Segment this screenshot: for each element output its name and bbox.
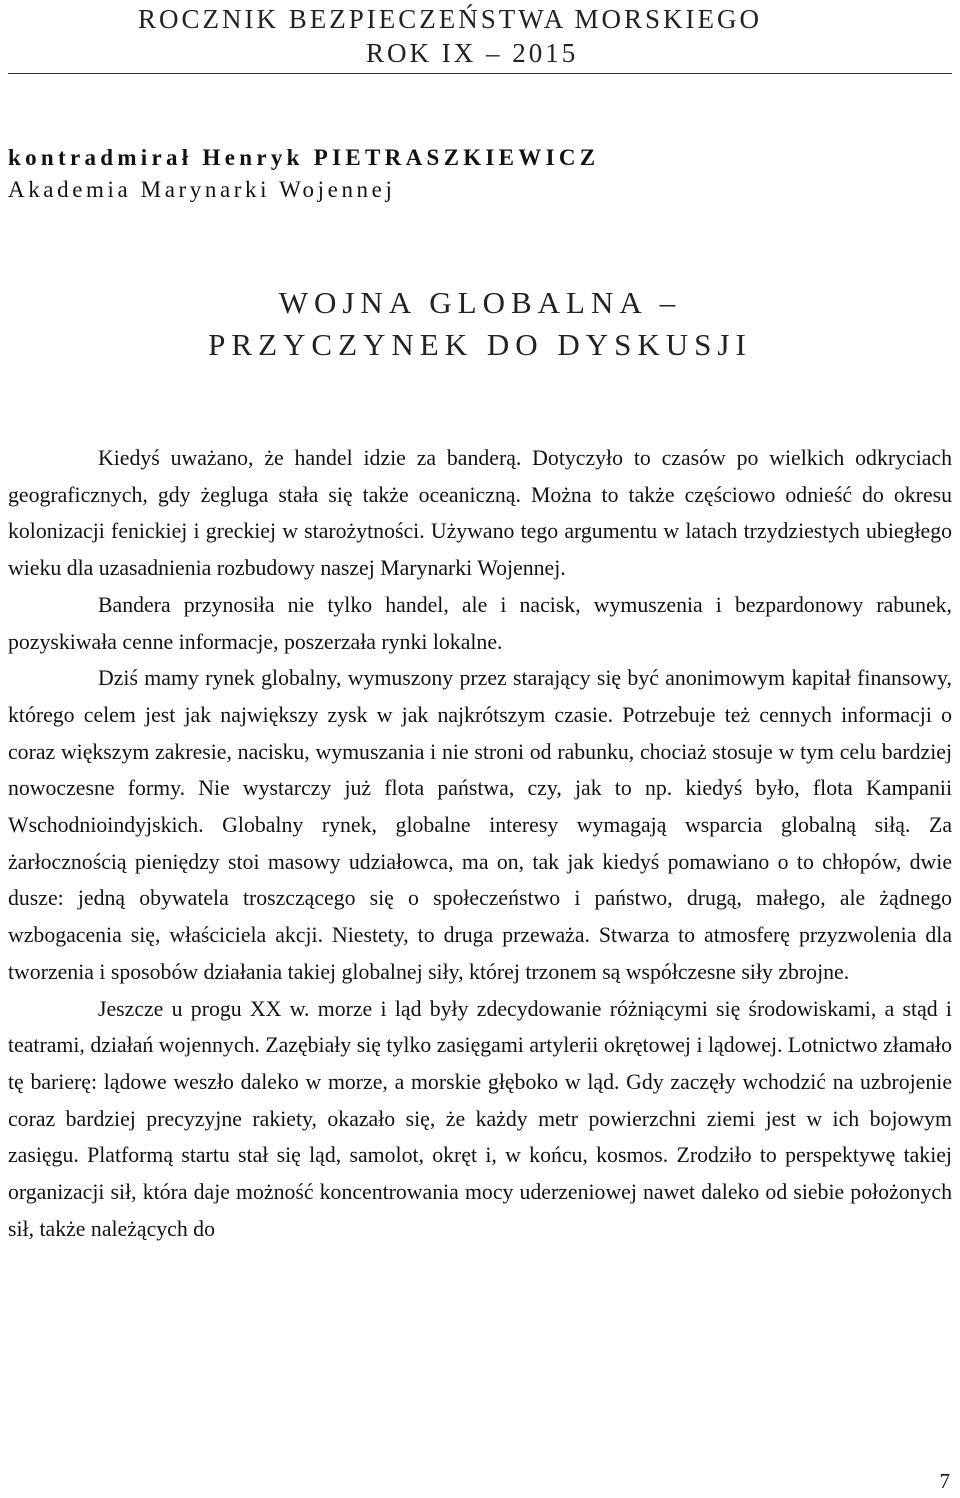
author-name: kontradmirał Henryk PIETRASZKIEWICZ [8,145,600,170]
journal-issue: ROK IX – 2015 [366,38,579,68]
author-block [8,142,952,206]
article-title-line-1: WOJNA GLOBALNA – [278,285,682,320]
body-paragraph: Dziś mamy rynek globalny, wymuszony przez starający się być anonimowym kapitał finansowy, którego celem jest jak największy zysk w jak najkrótszym czasie. Potrzebuje też cennych informacji o coraz większym zakresie, nacisku, wymuszania i nie stroni od rabunku, chociaż stosuje w tym celu bardziej nowoczesne formy. Nie wystarczy już flota państwa, czy, jak to np. kiedyś było, flota Kampanii Wschodnioindyjskich. Globalny rynek, globalne interesy wymagają wsparcia globalną siłą. Za żarłocznością pieniędzy stoi masowy udziałowca, ma on, tak jak kiedyś pomawiano o to chłopów, dwie dusze: jedną obywatela troszczącego się o społeczeństwo i państwo, drugą, małego, ale żądnego wzbogacenia się, właściciela akcji. Niestety, to druga przeważa. Stwarza to atmosferę przyzwolenia dla tworzenia i sposobów działania takiej globalnej siły, której trzonem są współczesne siły zbrojne. [8,666,952,984]
page-number: 7 [939,1469,950,1493]
article-title [8,282,952,366]
header-divider [8,73,952,74]
article-title-line-2: PRZYCZYNEK DO DYSKUSJI [208,327,752,362]
article-body [8,440,952,1247]
journal-title: ROCZNIK BEZPIECZEŃSTWA MORSKIEGO [138,4,763,34]
journal-header [130,2,830,70]
body-paragraph: Kiedyś uważano, że handel idzie za banderą. Dotyczyło to czasów po wielkich odkryciach geograficznych, gdy żegluga stała się także oceaniczną. Można to także częściowo odnieść do okresu kolonizacji fenickiej i greckiej w starożytności. Używano tego argumentu w latach trzydziestych ubiegłego wieku dla uzasadnienia rozbudowy naszej Marynarki Wojennej. [8,446,952,581]
body-paragraph: Bandera przynosiła nie tylko handel, ale i nacisk, wymuszenia i bezpardonowy rabunek, pozyskiwała cenne informacje, poszerzała rynki lokalne. [8,592,952,654]
author-affiliation: Akademia Marynarki Wojennej [8,177,396,202]
body-paragraph: Jeszcze u progu XX w. morze i ląd były zdecydowanie różniącymi się środowiskami, a stąd i teatrami, działań wojennych. Zazębiały się tylko zasięgami artylerii okrętowej i lądowej. Lotnictwo złamało tę barierę: lądowe weszło daleko w morze, a morskie głęboko w ląd. Gdy zaczęły wchodzić na uzbrojenie coraz bardziej precyzyjne rakiety, okazało się, że każdy metr powierzchni ziemi jest w ich bojowym zasięgu. Platformą startu stał się ląd, samolot, okręt i, w końcu, kosmos. Zrodziło to perspektywę takiej organizacji sił, która daje możność koncentrowania mocy uderzeniowej nawet daleko od siebie położonych sił, także należących do [8,996,952,1241]
